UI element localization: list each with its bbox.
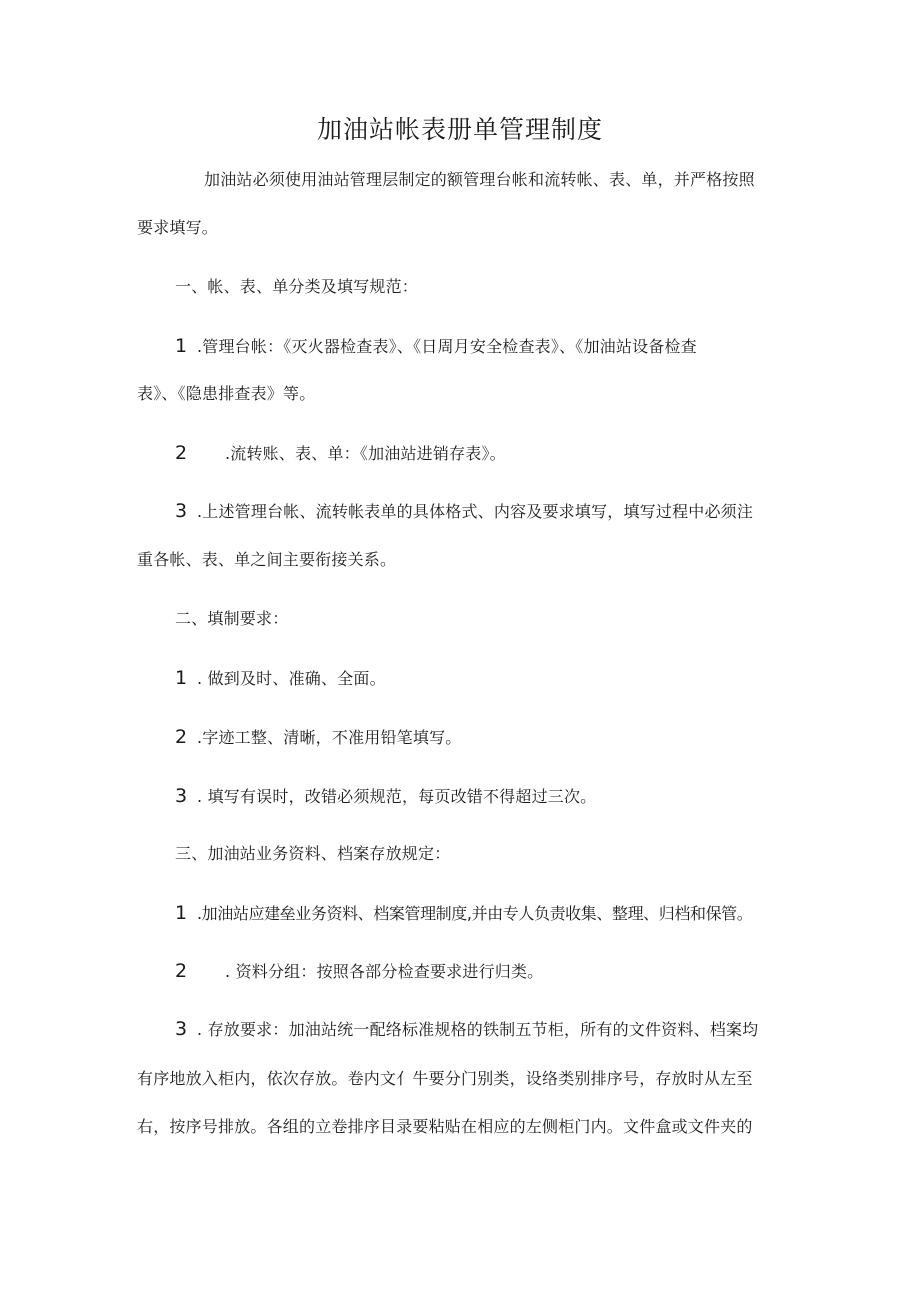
item-text: .流转账、表、单：《加油站进销存表》。 bbox=[225, 444, 506, 463]
section3-item3-line-3: 右，按序号排放。各组的立卷排序目录要粘贴在相应的左侧柜门内。文件盒或文件夹的 bbox=[137, 1117, 753, 1136]
item-number: 2 bbox=[175, 442, 188, 464]
section2-item2 bbox=[175, 725, 462, 750]
item-text: .加油站应建垒业务资料、档案管理制度,并由专人负责收集、整理、归档和保管。 bbox=[197, 904, 753, 923]
item-number: 2 bbox=[175, 726, 188, 748]
section1-item1-line-2: 表》、《隐患排查表》等。 bbox=[137, 384, 316, 403]
item-text: . 填写有误时，改错必须规范，每页改错不得超过三次。 bbox=[197, 787, 597, 806]
section2-item1 bbox=[175, 666, 386, 691]
item-text: . 资料分组：按照各部分检查要求进行归类。 bbox=[225, 962, 544, 981]
document-title: 加油站帐表册单管理制度 bbox=[316, 115, 603, 144]
section3-item3 bbox=[175, 1017, 758, 1042]
section1-heading: 一、帐、表、单分类及填写规范： bbox=[175, 277, 419, 296]
section3-item3-line-2: 有序地放入柜内，依次存放。卷内文亻牛要分门别类，设络类别排序号，存放时从左至 bbox=[137, 1069, 753, 1088]
item-text: .字迹工整、清晰，不准用铅笔填写。 bbox=[197, 728, 462, 747]
section2-item3 bbox=[175, 784, 596, 809]
intro-line-2: 要求填写。 bbox=[137, 218, 219, 237]
item-number: 2 bbox=[175, 960, 188, 982]
intro-line-1: 加油站必须使用油站管理层制定的额管理台帐和流转帐、表、单，并严格按照 bbox=[204, 170, 755, 189]
section3-heading: 三、加油站业务资料、档案存放规定： bbox=[175, 844, 451, 863]
item-text: .管理台帐：《灭火器检查表》、《日周月安全检查表》、《加油站设备检查 bbox=[197, 337, 697, 356]
item-number: 3 bbox=[175, 785, 188, 807]
section1-item3 bbox=[175, 499, 753, 524]
section1-item2 bbox=[175, 441, 506, 466]
section1-item3-line-2: 重各帐、表、单之间主要衔接关系。 bbox=[137, 550, 397, 569]
section1-item1 bbox=[175, 334, 697, 359]
section3-item2 bbox=[175, 959, 543, 984]
section3-item1 bbox=[175, 901, 752, 926]
item-text: . 存放要求：加油站统一配络标准规格的铁制五节柜，所有的文件资料、档案均 bbox=[197, 1020, 759, 1039]
item-number: 1 bbox=[175, 335, 188, 357]
item-number: 1 bbox=[175, 902, 187, 924]
item-text: . 做到及时、准确、全面。 bbox=[197, 669, 386, 688]
section2-heading: 二、填制要求： bbox=[175, 609, 289, 628]
item-number: 3 bbox=[175, 1018, 188, 1040]
item-number: 3 bbox=[175, 500, 188, 522]
item-number: 1 bbox=[175, 667, 188, 689]
item-text: .上述管理台帐、流转帐表单的具体格式、内容及要求填写，填写过程中必须注 bbox=[197, 502, 754, 521]
